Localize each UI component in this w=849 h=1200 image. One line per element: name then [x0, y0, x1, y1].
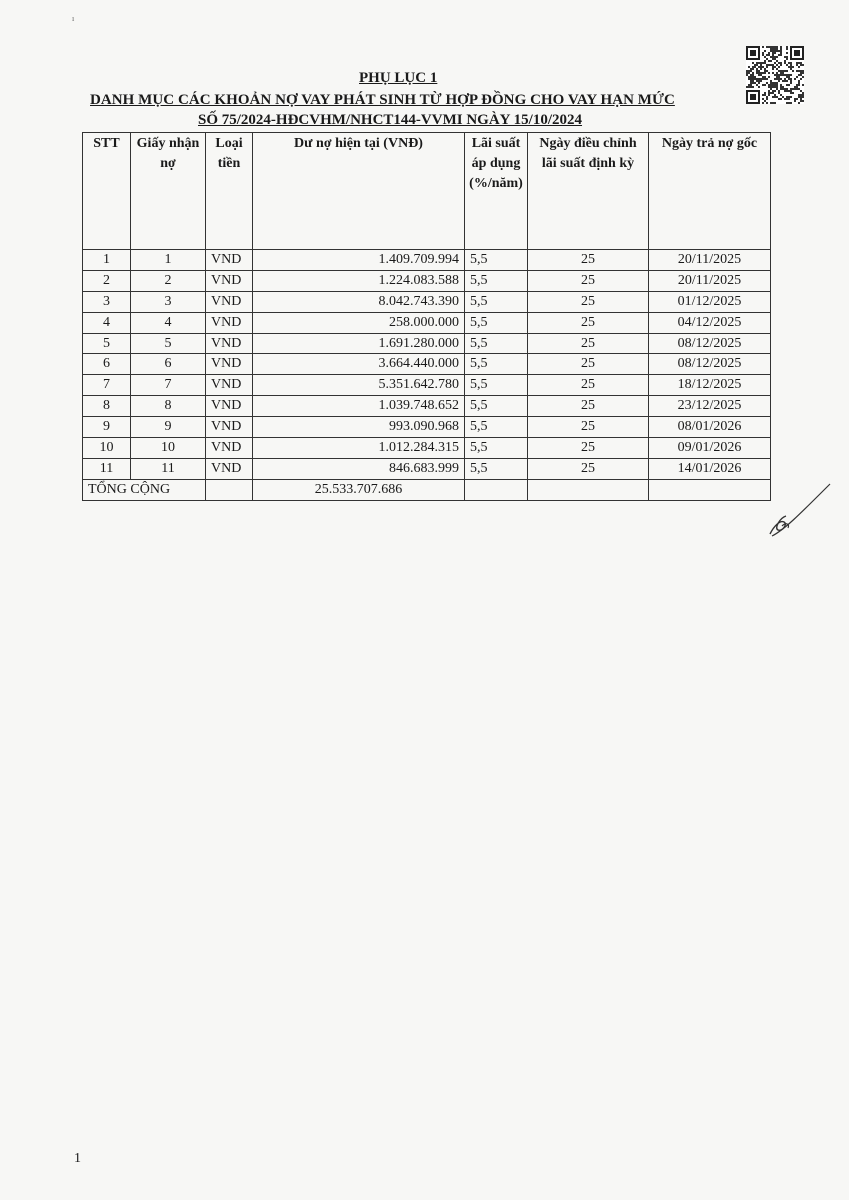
cell-outstanding-balance: 846.683.999 — [253, 458, 465, 479]
cell-rate-adjustment-date: 25 — [528, 396, 649, 417]
table-row — [83, 312, 771, 333]
cell-currency: VND — [206, 438, 253, 459]
cell-rate-adjustment-date: 25 — [528, 438, 649, 459]
cell-principal-due-date: 04/12/2025 — [649, 312, 771, 333]
cell-rate-adjustment-date: 25 — [528, 417, 649, 438]
cell-debt-receipt: 7 — [131, 375, 206, 396]
cell-debt-receipt: 6 — [131, 354, 206, 375]
table-row — [83, 333, 771, 354]
contract-reference: SỐ 75/2024-HĐCVHM/NHCT144-VVMI NGÀY 15/10/2024 — [198, 112, 583, 128]
cell-principal-due-date: 01/12/2025 — [649, 291, 771, 312]
cell-outstanding-balance: 1.039.748.652 — [253, 396, 465, 417]
cell-stt: 5 — [83, 333, 131, 354]
cell-rate-adjustment-date: 25 — [528, 375, 649, 396]
cell-interest-rate: 5,5 — [465, 270, 528, 291]
signature-icon — [764, 478, 834, 540]
cell-outstanding-balance: 8.042.743.390 — [253, 291, 465, 312]
cell-outstanding-balance: 993.090.968 — [253, 417, 465, 438]
cell-stt: 9 — [83, 417, 131, 438]
total-label: TỔNG CỘNG — [83, 479, 206, 500]
cell-currency: VND — [206, 250, 253, 271]
header-interest-rate: Lãi suất áp dụng (%/năm) — [465, 133, 528, 250]
cell-interest-rate: 5,5 — [465, 417, 528, 438]
cell-currency: VND — [206, 312, 253, 333]
appendix-subtitle: DANH MỤC CÁC KHOẢN NỢ VAY PHÁT SINH TỪ HỢP ĐỒNG CHO VAY HẠN MỨC — [90, 92, 675, 108]
cell-rate-adjustment-date: 25 — [528, 291, 649, 312]
header-currency: Loại tiền — [206, 133, 253, 250]
cell-rate-adjustment-date: 25 — [528, 458, 649, 479]
scan-mark: ı — [72, 14, 75, 23]
cell-rate-adjustment-date: 25 — [528, 333, 649, 354]
cell-principal-due-date: 23/12/2025 — [649, 396, 771, 417]
table-header-row — [83, 133, 771, 250]
total-value: 25.533.707.686 — [253, 479, 465, 500]
total-empty-cell — [649, 479, 771, 500]
cell-principal-due-date: 14/01/2026 — [649, 458, 771, 479]
cell-principal-due-date: 20/11/2025 — [649, 250, 771, 271]
cell-interest-rate: 5,5 — [465, 291, 528, 312]
qr-code-icon — [746, 46, 804, 104]
header-outstanding-balance: Dư nợ hiện tại (VNĐ) — [253, 133, 465, 250]
table-row — [83, 270, 771, 291]
total-empty-cell — [528, 479, 649, 500]
total-empty-cell — [206, 479, 253, 500]
cell-principal-due-date: 09/01/2026 — [649, 438, 771, 459]
cell-stt: 11 — [83, 458, 131, 479]
cell-currency: VND — [206, 375, 253, 396]
cell-interest-rate: 5,5 — [465, 375, 528, 396]
cell-interest-rate: 5,5 — [465, 250, 528, 271]
table-row — [83, 250, 771, 271]
table-row — [83, 438, 771, 459]
cell-rate-adjustment-date: 25 — [528, 354, 649, 375]
cell-outstanding-balance: 1.409.709.994 — [253, 250, 465, 271]
table-row — [83, 417, 771, 438]
cell-rate-adjustment-date: 25 — [528, 270, 649, 291]
total-empty-cell — [465, 479, 528, 500]
cell-interest-rate: 5,5 — [465, 458, 528, 479]
cell-currency: VND — [206, 396, 253, 417]
cell-outstanding-balance: 258.000.000 — [253, 312, 465, 333]
cell-principal-due-date: 18/12/2025 — [649, 375, 771, 396]
header-rate-adjustment-date: Ngày điều chỉnh lãi suất định kỳ — [528, 133, 649, 250]
cell-outstanding-balance: 1.224.083.588 — [253, 270, 465, 291]
cell-rate-adjustment-date: 25 — [528, 250, 649, 271]
cell-debt-receipt: 9 — [131, 417, 206, 438]
cell-currency: VND — [206, 291, 253, 312]
cell-debt-receipt: 2 — [131, 270, 206, 291]
cell-rate-adjustment-date: 25 — [528, 312, 649, 333]
cell-debt-receipt: 1 — [131, 250, 206, 271]
table-row — [83, 458, 771, 479]
cell-outstanding-balance: 5.351.642.780 — [253, 375, 465, 396]
cell-interest-rate: 5,5 — [465, 333, 528, 354]
cell-interest-rate: 5,5 — [465, 312, 528, 333]
page-number: 1 — [74, 1151, 81, 1166]
table-row — [83, 375, 771, 396]
header-stt: STT — [83, 133, 131, 250]
cell-stt: 10 — [83, 438, 131, 459]
cell-principal-due-date: 08/12/2025 — [649, 333, 771, 354]
header-principal-due-date: Ngày trả nợ gốc — [649, 133, 771, 250]
header-debt-receipt: Giấy nhận nợ — [131, 133, 206, 250]
cell-debt-receipt: 5 — [131, 333, 206, 354]
cell-stt: 7 — [83, 375, 131, 396]
cell-outstanding-balance: 3.664.440.000 — [253, 354, 465, 375]
cell-currency: VND — [206, 270, 253, 291]
cell-stt: 1 — [83, 250, 131, 271]
cell-currency: VND — [206, 417, 253, 438]
cell-debt-receipt: 10 — [131, 438, 206, 459]
cell-principal-due-date: 08/12/2025 — [649, 354, 771, 375]
table-row — [83, 396, 771, 417]
debt-table — [82, 132, 771, 501]
total-row — [83, 479, 771, 500]
cell-debt-receipt: 8 — [131, 396, 206, 417]
cell-debt-receipt: 4 — [131, 312, 206, 333]
cell-stt: 2 — [83, 270, 131, 291]
cell-principal-due-date: 08/01/2026 — [649, 417, 771, 438]
cell-stt: 6 — [83, 354, 131, 375]
cell-debt-receipt: 3 — [131, 291, 206, 312]
table-row — [83, 354, 771, 375]
cell-debt-receipt: 11 — [131, 458, 206, 479]
cell-principal-due-date: 20/11/2025 — [649, 270, 771, 291]
cell-currency: VND — [206, 333, 253, 354]
cell-stt: 8 — [83, 396, 131, 417]
cell-outstanding-balance: 1.012.284.315 — [253, 438, 465, 459]
cell-currency: VND — [206, 458, 253, 479]
table-row — [83, 291, 771, 312]
cell-stt: 3 — [83, 291, 131, 312]
cell-interest-rate: 5,5 — [465, 354, 528, 375]
appendix-title: PHỤ LỤC 1 — [359, 70, 438, 86]
cell-outstanding-balance: 1.691.280.000 — [253, 333, 465, 354]
cell-stt: 4 — [83, 312, 131, 333]
cell-interest-rate: 5,5 — [465, 438, 528, 459]
cell-interest-rate: 5,5 — [465, 396, 528, 417]
cell-currency: VND — [206, 354, 253, 375]
